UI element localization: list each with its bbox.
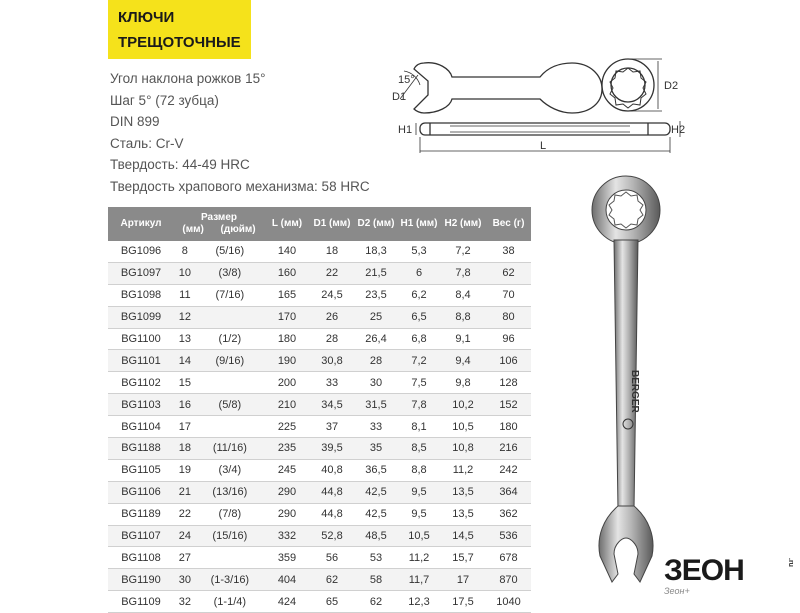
table-cell: BG1096	[108, 241, 174, 262]
table-cell: 44,8	[310, 503, 354, 525]
table-cell: 7,8	[440, 262, 486, 284]
table-cell: BG1098	[108, 284, 174, 306]
col-d1: D1 (мм)	[310, 207, 354, 241]
table-cell: BG1190	[108, 569, 174, 591]
table-cell: 6	[398, 262, 440, 284]
table-cell: 38	[486, 241, 531, 262]
table-cell: (1-3/16)	[196, 569, 264, 591]
table-cell: 10,2	[440, 394, 486, 416]
table-cell: 9,8	[440, 372, 486, 394]
table-cell: 10	[174, 262, 196, 284]
table-cell: 359	[264, 547, 310, 569]
table-cell: (5/8)	[196, 394, 264, 416]
table-cell: 165	[264, 284, 310, 306]
table-cell: 180	[486, 416, 531, 438]
table-cell: 40,8	[310, 459, 354, 481]
spec-item: DIN 899	[110, 114, 160, 129]
spec-item: Твердость: 44-49 HRC	[110, 157, 250, 172]
spec-item: Шаг 5° (72 зубца)	[110, 92, 219, 108]
col-article: Артикул	[108, 207, 174, 241]
table-row	[108, 394, 531, 416]
table-cell: 242	[486, 459, 531, 481]
table-cell: 7,2	[398, 350, 440, 372]
table-cell: 8,4	[440, 284, 486, 306]
table-cell: 160	[264, 262, 310, 284]
table-cell: 13,5	[440, 503, 486, 525]
table-cell: 536	[486, 525, 531, 547]
spec-table	[108, 207, 531, 613]
table-cell: 22	[174, 503, 196, 525]
table-cell: 17	[174, 416, 196, 438]
table-cell: BG1106	[108, 481, 174, 503]
logo-subtext: Зеон+	[664, 586, 690, 596]
table-row	[108, 591, 531, 613]
table-cell: BG1099	[108, 306, 174, 328]
table-row	[108, 481, 531, 503]
table-cell: 70	[486, 284, 531, 306]
drawing-label-angle: 15°	[398, 74, 415, 86]
table-cell: 11,2	[440, 459, 486, 481]
table-cell: 170	[264, 306, 310, 328]
table-cell: 21	[174, 481, 196, 503]
table-cell: BG1107	[108, 525, 174, 547]
table-cell: 106	[486, 350, 531, 372]
table-cell: 424	[264, 591, 310, 613]
title-line-2: ТРЕЩОТОЧНЫЕ	[118, 34, 241, 51]
drawing-label-l: L	[540, 140, 547, 152]
page-title	[108, 0, 251, 59]
table-cell: 11,2	[398, 547, 440, 569]
logo-text: ЗЕОН	[664, 554, 744, 587]
col-size-in: (дюйм)	[220, 224, 256, 235]
table-row	[108, 372, 531, 394]
table-cell: 8	[174, 241, 196, 262]
table-cell: 52,8	[310, 525, 354, 547]
table-header-row	[108, 207, 531, 241]
drawing-label-d1: D1	[392, 91, 407, 103]
table-cell: 34,5	[310, 394, 354, 416]
table-cell: 404	[264, 569, 310, 591]
table-cell: 332	[264, 525, 310, 547]
table-cell: (5/16)	[196, 241, 264, 262]
table-cell: 10,5	[398, 525, 440, 547]
table-cell: 96	[486, 328, 531, 350]
table-cell: 13	[174, 328, 196, 350]
table-cell: 17,5	[440, 591, 486, 613]
col-h2: H2 (мм)	[440, 207, 486, 241]
table-cell: 8,8	[440, 306, 486, 328]
table-cell: 27	[174, 547, 196, 569]
table-cell: 216	[486, 438, 531, 460]
table-cell: 28	[310, 328, 354, 350]
table-cell: 15	[174, 372, 196, 394]
table-cell: 26	[310, 306, 354, 328]
table-row	[108, 438, 531, 460]
col-l: L (мм)	[264, 207, 310, 241]
table-cell: 56	[310, 547, 354, 569]
table-cell: (7/16)	[196, 284, 264, 306]
table-cell: 6,2	[398, 284, 440, 306]
table-cell: BG1104	[108, 416, 174, 438]
table-cell: 65	[310, 591, 354, 613]
table-cell: 32	[174, 591, 196, 613]
table-cell: 10,8	[440, 438, 486, 460]
table-cell: 7,2	[440, 241, 486, 262]
col-size	[174, 207, 264, 241]
table-cell: 8,8	[398, 459, 440, 481]
table-cell: BG1109	[108, 591, 174, 613]
table-cell: 24	[174, 525, 196, 547]
table-row	[108, 569, 531, 591]
table-cell: 11	[174, 284, 196, 306]
spec-item: Твердость храпового механизма: 58 HRC	[110, 178, 370, 194]
table-cell: 35	[354, 438, 398, 460]
zeon-logo	[664, 554, 794, 596]
table-cell: 62	[310, 569, 354, 591]
table-cell: 33	[354, 416, 398, 438]
spec-item: Угол наклона рожков 15°	[110, 71, 266, 86]
table-cell: BG1108	[108, 547, 174, 569]
table-cell: BG1105	[108, 459, 174, 481]
table-body	[108, 241, 531, 613]
table-cell: (11/16)	[196, 438, 264, 460]
table-cell: 28	[354, 350, 398, 372]
table-cell: 80	[486, 306, 531, 328]
table-cell: 31,5	[354, 394, 398, 416]
table-cell: 8,1	[398, 416, 440, 438]
table-cell: BG1102	[108, 372, 174, 394]
table-cell: BG1103	[108, 394, 174, 416]
table-cell: 9,5	[398, 503, 440, 525]
table-row	[108, 503, 531, 525]
table-row	[108, 241, 531, 262]
table-row	[108, 306, 531, 328]
table-cell: BG1097	[108, 262, 174, 284]
table-cell	[196, 547, 264, 569]
table-cell: 870	[486, 569, 531, 591]
table-cell: 24,5	[310, 284, 354, 306]
table-cell: 128	[486, 372, 531, 394]
col-size-mm: (мм)	[182, 224, 204, 235]
table-cell: 245	[264, 459, 310, 481]
col-d2: D2 (мм)	[354, 207, 398, 241]
table-cell: 6,8	[398, 328, 440, 350]
table-cell: 6,5	[398, 306, 440, 328]
drawing-label-d2: D2	[664, 80, 679, 92]
logo-domain: .ru	[787, 558, 794, 567]
table-cell: (1/2)	[196, 328, 264, 350]
table-cell: 13,5	[440, 481, 486, 503]
table-cell: 210	[264, 394, 310, 416]
table-cell: (9/16)	[196, 350, 264, 372]
table-cell: (15/16)	[196, 525, 264, 547]
table-cell: 1040	[486, 591, 531, 613]
table-cell: 290	[264, 481, 310, 503]
table-cell: BG1188	[108, 438, 174, 460]
table-cell: 140	[264, 241, 310, 262]
table-cell: (7/8)	[196, 503, 264, 525]
table-cell: 58	[354, 569, 398, 591]
drawing-label-h2: H2	[671, 124, 686, 136]
table-cell: (3/8)	[196, 262, 264, 284]
table-cell: (13/16)	[196, 481, 264, 503]
table-cell: 30	[354, 372, 398, 394]
table-cell: 42,5	[354, 503, 398, 525]
table-cell	[196, 372, 264, 394]
table-cell: 30,8	[310, 350, 354, 372]
col-weight: Вес (г)	[486, 207, 531, 241]
table-cell: 11,7	[398, 569, 440, 591]
table-cell: 12	[174, 306, 196, 328]
table-cell: 18	[174, 438, 196, 460]
table-cell: 37	[310, 416, 354, 438]
table-row	[108, 284, 531, 306]
table-cell: 9,5	[398, 481, 440, 503]
table-cell: 44,8	[310, 481, 354, 503]
table-cell: 9,1	[440, 328, 486, 350]
table-cell: 62	[486, 262, 531, 284]
table-cell: 17	[440, 569, 486, 591]
table-cell: 190	[264, 350, 310, 372]
table-cell: 53	[354, 547, 398, 569]
table-cell: 23,5	[354, 284, 398, 306]
table-row	[108, 525, 531, 547]
col-size-label: Размер	[200, 212, 237, 223]
table-cell: (1-1/4)	[196, 591, 264, 613]
table-cell: 7,5	[398, 372, 440, 394]
table-cell: 235	[264, 438, 310, 460]
table-cell: 26,4	[354, 328, 398, 350]
spec-item: Сталь: Cr-V	[110, 135, 184, 151]
wrench-dimension-drawing	[390, 55, 695, 160]
table-cell: 8,5	[398, 438, 440, 460]
table-row	[108, 350, 531, 372]
table-cell: 9,4	[440, 350, 486, 372]
table-cell	[196, 416, 264, 438]
table-cell: 33	[310, 372, 354, 394]
table-cell: 48,5	[354, 525, 398, 547]
table-cell: 180	[264, 328, 310, 350]
table-cell: 14	[174, 350, 196, 372]
table-cell: 12,3	[398, 591, 440, 613]
table-cell: 14,5	[440, 525, 486, 547]
table-cell: 25	[354, 306, 398, 328]
spec-list	[110, 68, 370, 197]
table-cell: 200	[264, 372, 310, 394]
col-h1: H1 (мм)	[398, 207, 440, 241]
table-cell: 21,5	[354, 262, 398, 284]
table-cell: 10,5	[440, 416, 486, 438]
table-cell: (3/4)	[196, 459, 264, 481]
title-line-1: КЛЮЧИ	[118, 9, 175, 26]
table-cell: 16	[174, 394, 196, 416]
table-cell: 30	[174, 569, 196, 591]
table-row	[108, 459, 531, 481]
table-row	[108, 416, 531, 438]
table-cell	[196, 306, 264, 328]
wrench-brand-text: BERGER	[629, 370, 640, 413]
table-cell: 290	[264, 503, 310, 525]
table-cell: 225	[264, 416, 310, 438]
table-cell: 364	[486, 481, 531, 503]
table-cell: 19	[174, 459, 196, 481]
table-cell: 42,5	[354, 481, 398, 503]
table-row	[108, 328, 531, 350]
table-cell: 22	[310, 262, 354, 284]
table-cell: BG1189	[108, 503, 174, 525]
drawing-label-h1: H1	[398, 124, 413, 136]
table-row	[108, 547, 531, 569]
wrench-image	[590, 170, 662, 585]
table-cell: BG1100	[108, 328, 174, 350]
table-cell: 15,7	[440, 547, 486, 569]
table-cell: 18,3	[354, 241, 398, 262]
table-cell: 36,5	[354, 459, 398, 481]
table-cell: 152	[486, 394, 531, 416]
table-cell: 18	[310, 241, 354, 262]
table-cell: 678	[486, 547, 531, 569]
table-cell: 5,3	[398, 241, 440, 262]
table-cell: BG1101	[108, 350, 174, 372]
table-cell: 62	[354, 591, 398, 613]
table-row	[108, 262, 531, 284]
table-cell: 39,5	[310, 438, 354, 460]
table-cell: 7,8	[398, 394, 440, 416]
table-cell: 362	[486, 503, 531, 525]
